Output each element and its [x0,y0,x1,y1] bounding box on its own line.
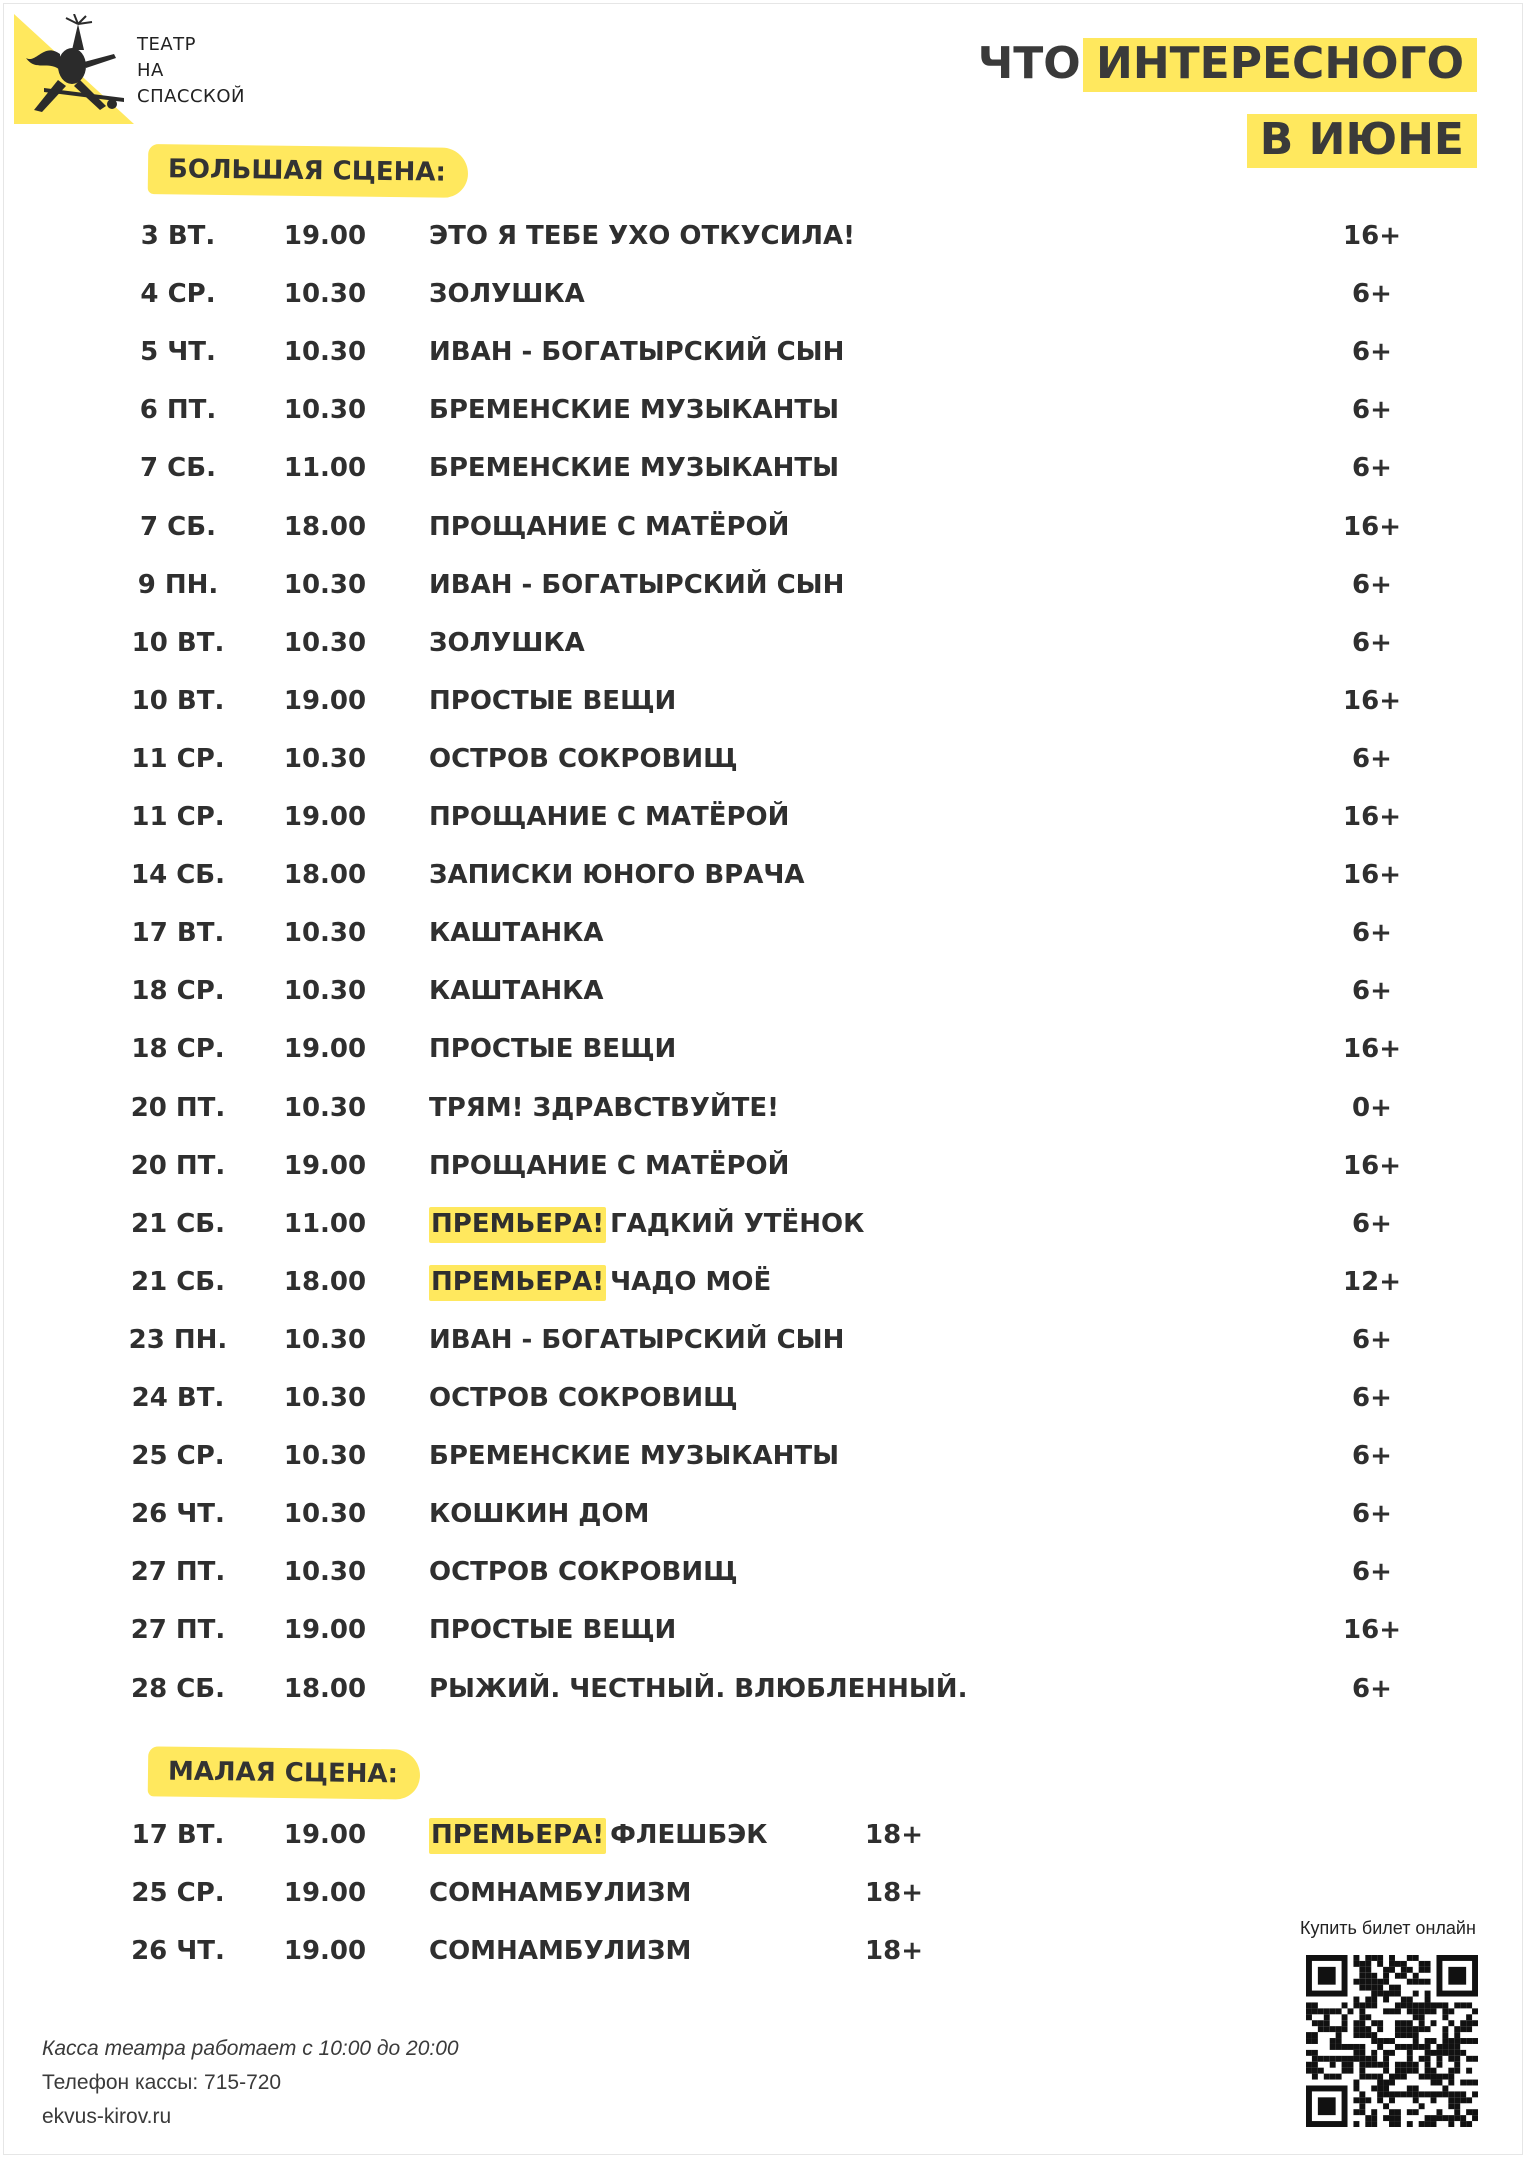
age-rating: 6+ [1352,627,1392,658]
show-title: СОМНАМБУЛИЗМ [429,1878,692,1908]
row-date: 23 ПН. [128,1324,228,1355]
schedule-row[interactable] [0,1253,1528,1311]
age-rating: 6+ [1352,1383,1392,1413]
age-rating: 6+ [1352,1499,1392,1530]
title-line-2-highlight: В ИЮНЕ [1259,114,1464,165]
row-date: 25 СР. [131,1878,225,1908]
schedule-row[interactable] [0,1806,1528,1864]
row-time: 18.00 [283,1673,367,1704]
row-show [429,323,844,381]
row-date: 11 СР. [131,743,225,774]
age-rating: 6+ [1352,1441,1392,1472]
row-time: 18.00 [283,511,367,542]
age-rating: 6+ [1352,1208,1392,1239]
age-rating: 16+ [1343,802,1401,832]
show-title: КОШКИН ДОМ [429,1499,650,1530]
row-time: 19.00 [283,1034,367,1065]
schedule-row[interactable] [0,730,1528,788]
show-title: ПРОЩАНИЕ С МАТЁРОЙ [429,511,790,542]
row-date: 21 СБ. [130,1266,225,1297]
age-rating: 6+ [1352,743,1392,774]
qr-caption: Купить билет онлайн [1300,1918,1476,1938]
row-date: 7 СБ. [140,453,216,484]
show-title: ЗАПИСКИ ЮНОГО ВРАЧА [429,860,805,891]
age-rating: 6+ [1352,569,1392,600]
row-show [429,1369,738,1427]
row-time: 10.30 [283,627,367,658]
row-time: 10.30 [283,1441,367,1472]
row-show [429,962,603,1020]
row-date: 21 СБ. [130,1208,225,1239]
schedule-row[interactable] [0,846,1528,904]
show-title: ПРОСТЫЕ ВЕЩИ [429,1615,677,1646]
row-date: 10 ВТ. [131,685,225,716]
row-time: 11.00 [283,1208,367,1239]
premiere-badge: ПРЕМЬЕРА! [429,1818,606,1854]
row-show [429,1311,844,1369]
row-date: 17 ВТ. [131,918,225,949]
row-date: 18 СР. [131,976,225,1007]
schedule-row[interactable] [0,439,1528,497]
row-time: 10.30 [283,1557,367,1588]
show-title: ИВАН - БОГАТЫРСКИЙ СЫН [429,569,845,600]
show-title: ПРОСТЫЕ ВЕЩИ [429,1034,677,1065]
age-rating: 6+ [1352,453,1392,484]
row-show [429,1806,767,1864]
title-line-1 [978,36,1464,112]
row-show [429,556,844,614]
row-time: 19.00 [283,1150,367,1181]
footer [42,2032,459,2134]
small-stage-label: МАЛАЯ СЦЕНА: [148,1746,421,1799]
schedule-row[interactable] [0,1079,1528,1137]
row-time: 19.00 [283,1820,367,1850]
title-line-1-plain: ЧТО [977,38,1097,89]
show-title: БРЕМЕНСКИЕ МУЗЫКАНТЫ [429,395,840,426]
schedule-row[interactable] [0,1660,1528,1718]
row-date: 20 ПТ. [130,1150,226,1181]
show-title: ЭТО Я ТЕБЕ УХО ОТКУСИЛА! [429,221,855,251]
website-link[interactable]: ekvus-kirov.ru [42,2105,172,2128]
age-rating: 16+ [1343,860,1401,891]
row-show [429,730,738,788]
title-line-2 [978,112,1464,188]
row-date: 17 ВТ. [131,1820,225,1850]
show-title: ОСТРОВ СОКРОВИЩ [429,743,738,774]
theatre-logo[interactable] [14,14,254,124]
age-rating: 6+ [1352,337,1392,368]
row-show [429,614,585,672]
row-time: 19.00 [283,1878,367,1908]
row-date: 18 СР. [131,1034,225,1065]
row-time: 10.30 [283,395,367,426]
age-rating: 18+ [865,1936,923,1966]
row-show [429,265,585,323]
row-date: 11 СР. [131,802,225,832]
schedule-row[interactable] [0,1427,1528,1485]
schedule-row[interactable] [0,614,1528,672]
row-show [429,1543,738,1601]
row-show [429,1253,771,1311]
schedule-row[interactable] [0,265,1528,323]
row-time: 11.00 [283,453,367,484]
schedule-row[interactable] [0,904,1528,962]
row-show [429,1922,691,1980]
logo-line-1: ТЕАТР [137,34,197,55]
age-rating: 6+ [1352,918,1392,949]
box-office-phone[interactable]: Телефон кассы: 715-720 [42,2071,282,2094]
row-time: 10.30 [283,976,367,1007]
logo-line-3: СПАССКОЙ [137,86,245,107]
row-date: 5 ЧТ. [140,337,216,368]
big-stage-label: БОЛЬШАЯ СЦЕНА: [148,144,468,198]
schedule-row[interactable] [0,1864,1528,1922]
row-show [429,672,676,730]
row-show [429,1195,864,1253]
schedule-row[interactable] [0,1137,1528,1195]
row-show [429,439,839,497]
logo-text [137,32,245,110]
schedule-row[interactable] [0,1543,1528,1601]
row-show [429,1864,691,1922]
schedule-row[interactable] [0,1020,1528,1078]
premiere-badge: ПРЕМЬЕРА! [429,1207,606,1243]
age-rating: 6+ [1352,395,1392,426]
row-date: 28 СБ. [130,1673,225,1704]
schedule-row[interactable] [0,381,1528,439]
show-title: БРЕМЕНСКИЕ МУЗЫКАНТЫ [429,1441,840,1472]
premiere-badge: ПРЕМЬЕРА! [429,1265,606,1301]
schedule-row[interactable] [0,556,1528,614]
show-title: КАШТАНКА [429,918,604,949]
row-date: 20 ПТ. [130,1092,226,1123]
row-show [429,498,789,556]
row-time: 10.30 [283,743,367,774]
row-time: 10.30 [283,918,367,949]
row-time: 10.30 [283,337,367,368]
age-rating: 16+ [1343,221,1401,251]
show-title: ОСТРОВ СОКРОВИЩ [429,1383,738,1413]
schedule-row[interactable] [0,1601,1528,1659]
row-show [429,788,789,846]
row-time: 18.00 [283,860,367,891]
row-show [429,1485,649,1543]
row-show [429,1660,967,1718]
row-show [429,1020,676,1078]
row-time: 10.30 [283,1092,367,1123]
row-date: 26 ЧТ. [131,1499,225,1530]
age-rating: 6+ [1352,1324,1392,1355]
age-rating: 18+ [865,1878,923,1908]
age-rating: 6+ [1352,279,1392,310]
row-show [429,846,805,904]
schedule-row[interactable] [0,1369,1528,1427]
show-title: ИВАН - БОГАТЫРСКИЙ СЫН [429,337,845,368]
row-date: 10 ВТ. [131,627,225,658]
show-title: ИВАН - БОГАТЫРСКИЙ СЫН [429,1324,845,1355]
row-date: 14 СБ. [130,860,225,891]
show-title: БРЕМЕНСКИЕ МУЗЫКАНТЫ [429,453,840,484]
show-title: ПРОЩАНИЕ С МАТЁРОЙ [429,1150,790,1181]
schedule-row[interactable] [0,1922,1528,1980]
row-date: 3 ВТ. [140,221,216,251]
age-rating: 18+ [865,1820,923,1850]
show-title: ФЛЕШБЭК [610,1820,768,1850]
age-rating: 16+ [1343,1150,1401,1181]
schedule-row[interactable] [0,323,1528,381]
show-title: ЧАДО МОЁ [610,1266,772,1297]
age-rating: 16+ [1343,1034,1401,1065]
schedule-row[interactable] [0,1311,1528,1369]
row-time: 19.00 [283,685,367,716]
show-title: ГАДКИЙ УТЁНОК [610,1208,865,1239]
show-title: СОМНАМБУЛИЗМ [429,1936,692,1966]
row-date: 7 СБ. [140,511,216,542]
schedule-row[interactable] [0,207,1528,265]
schedule-row[interactable] [0,498,1528,556]
row-date: 9 ПН. [137,569,219,600]
qr-code-icon[interactable] [1306,1955,1478,2127]
row-show [429,904,603,962]
row-show [429,1079,779,1137]
show-title: РЫЖИЙ. ЧЕСТНЫЙ. ВЛЮБЛЕННЫЙ. [429,1673,968,1704]
age-rating: 6+ [1352,976,1392,1007]
age-rating: 0+ [1352,1092,1392,1123]
schedule-row[interactable] [0,1485,1528,1543]
row-time: 10.30 [283,1324,367,1355]
row-date: 27 ПТ. [130,1615,226,1646]
show-title: ОСТРОВ СОКРОВИЩ [429,1557,738,1588]
title-line-1-highlight: ИНТЕРЕСНОГО [1096,38,1464,89]
show-title: ТРЯМ! ЗДРАВСТВУЙТЕ! [429,1092,780,1123]
page-title [978,36,1464,188]
row-time: 19.00 [283,1615,367,1646]
row-date: 6 ПТ. [139,395,217,426]
show-title: ЗОЛУШКА [429,627,585,658]
logo-line-2: НА [137,60,164,81]
age-rating: 6+ [1352,1673,1392,1704]
age-rating: 16+ [1343,1615,1401,1646]
row-date: 4 СР. [140,279,216,310]
show-title: ЗОЛУШКА [429,279,585,310]
row-time: 19.00 [283,221,367,251]
show-title: КАШТАНКА [429,976,604,1007]
age-rating: 16+ [1343,511,1401,542]
age-rating: 16+ [1343,685,1401,716]
row-date: 25 СР. [131,1441,225,1472]
row-show [429,1601,676,1659]
age-rating: 6+ [1352,1557,1392,1588]
row-date: 26 ЧТ. [131,1936,225,1966]
witch-on-broom-icon [14,14,144,124]
box-office-hours: Касса театра работает с 10:00 до 20:00 [42,2037,459,2060]
schedule-row[interactable] [0,672,1528,730]
row-show [429,1137,789,1195]
age-rating: 12+ [1343,1266,1401,1297]
row-time: 19.00 [283,1936,367,1966]
row-show [429,1427,839,1485]
row-date: 24 ВТ. [131,1383,225,1413]
row-time: 19.00 [283,802,367,832]
row-time: 10.30 [283,569,367,600]
schedule-row[interactable] [0,962,1528,1020]
row-time: 10.30 [283,1499,367,1530]
row-time: 10.30 [283,279,367,310]
show-title: ПРОЩАНИЕ С МАТЁРОЙ [429,802,790,832]
row-time: 18.00 [283,1266,367,1297]
show-title: ПРОСТЫЕ ВЕЩИ [429,685,677,716]
schedule-row[interactable] [0,1195,1528,1253]
row-show [429,207,855,265]
row-time: 10.30 [283,1383,367,1413]
row-date: 27 ПТ. [130,1557,226,1588]
schedule-row[interactable] [0,788,1528,846]
row-show [429,381,839,439]
